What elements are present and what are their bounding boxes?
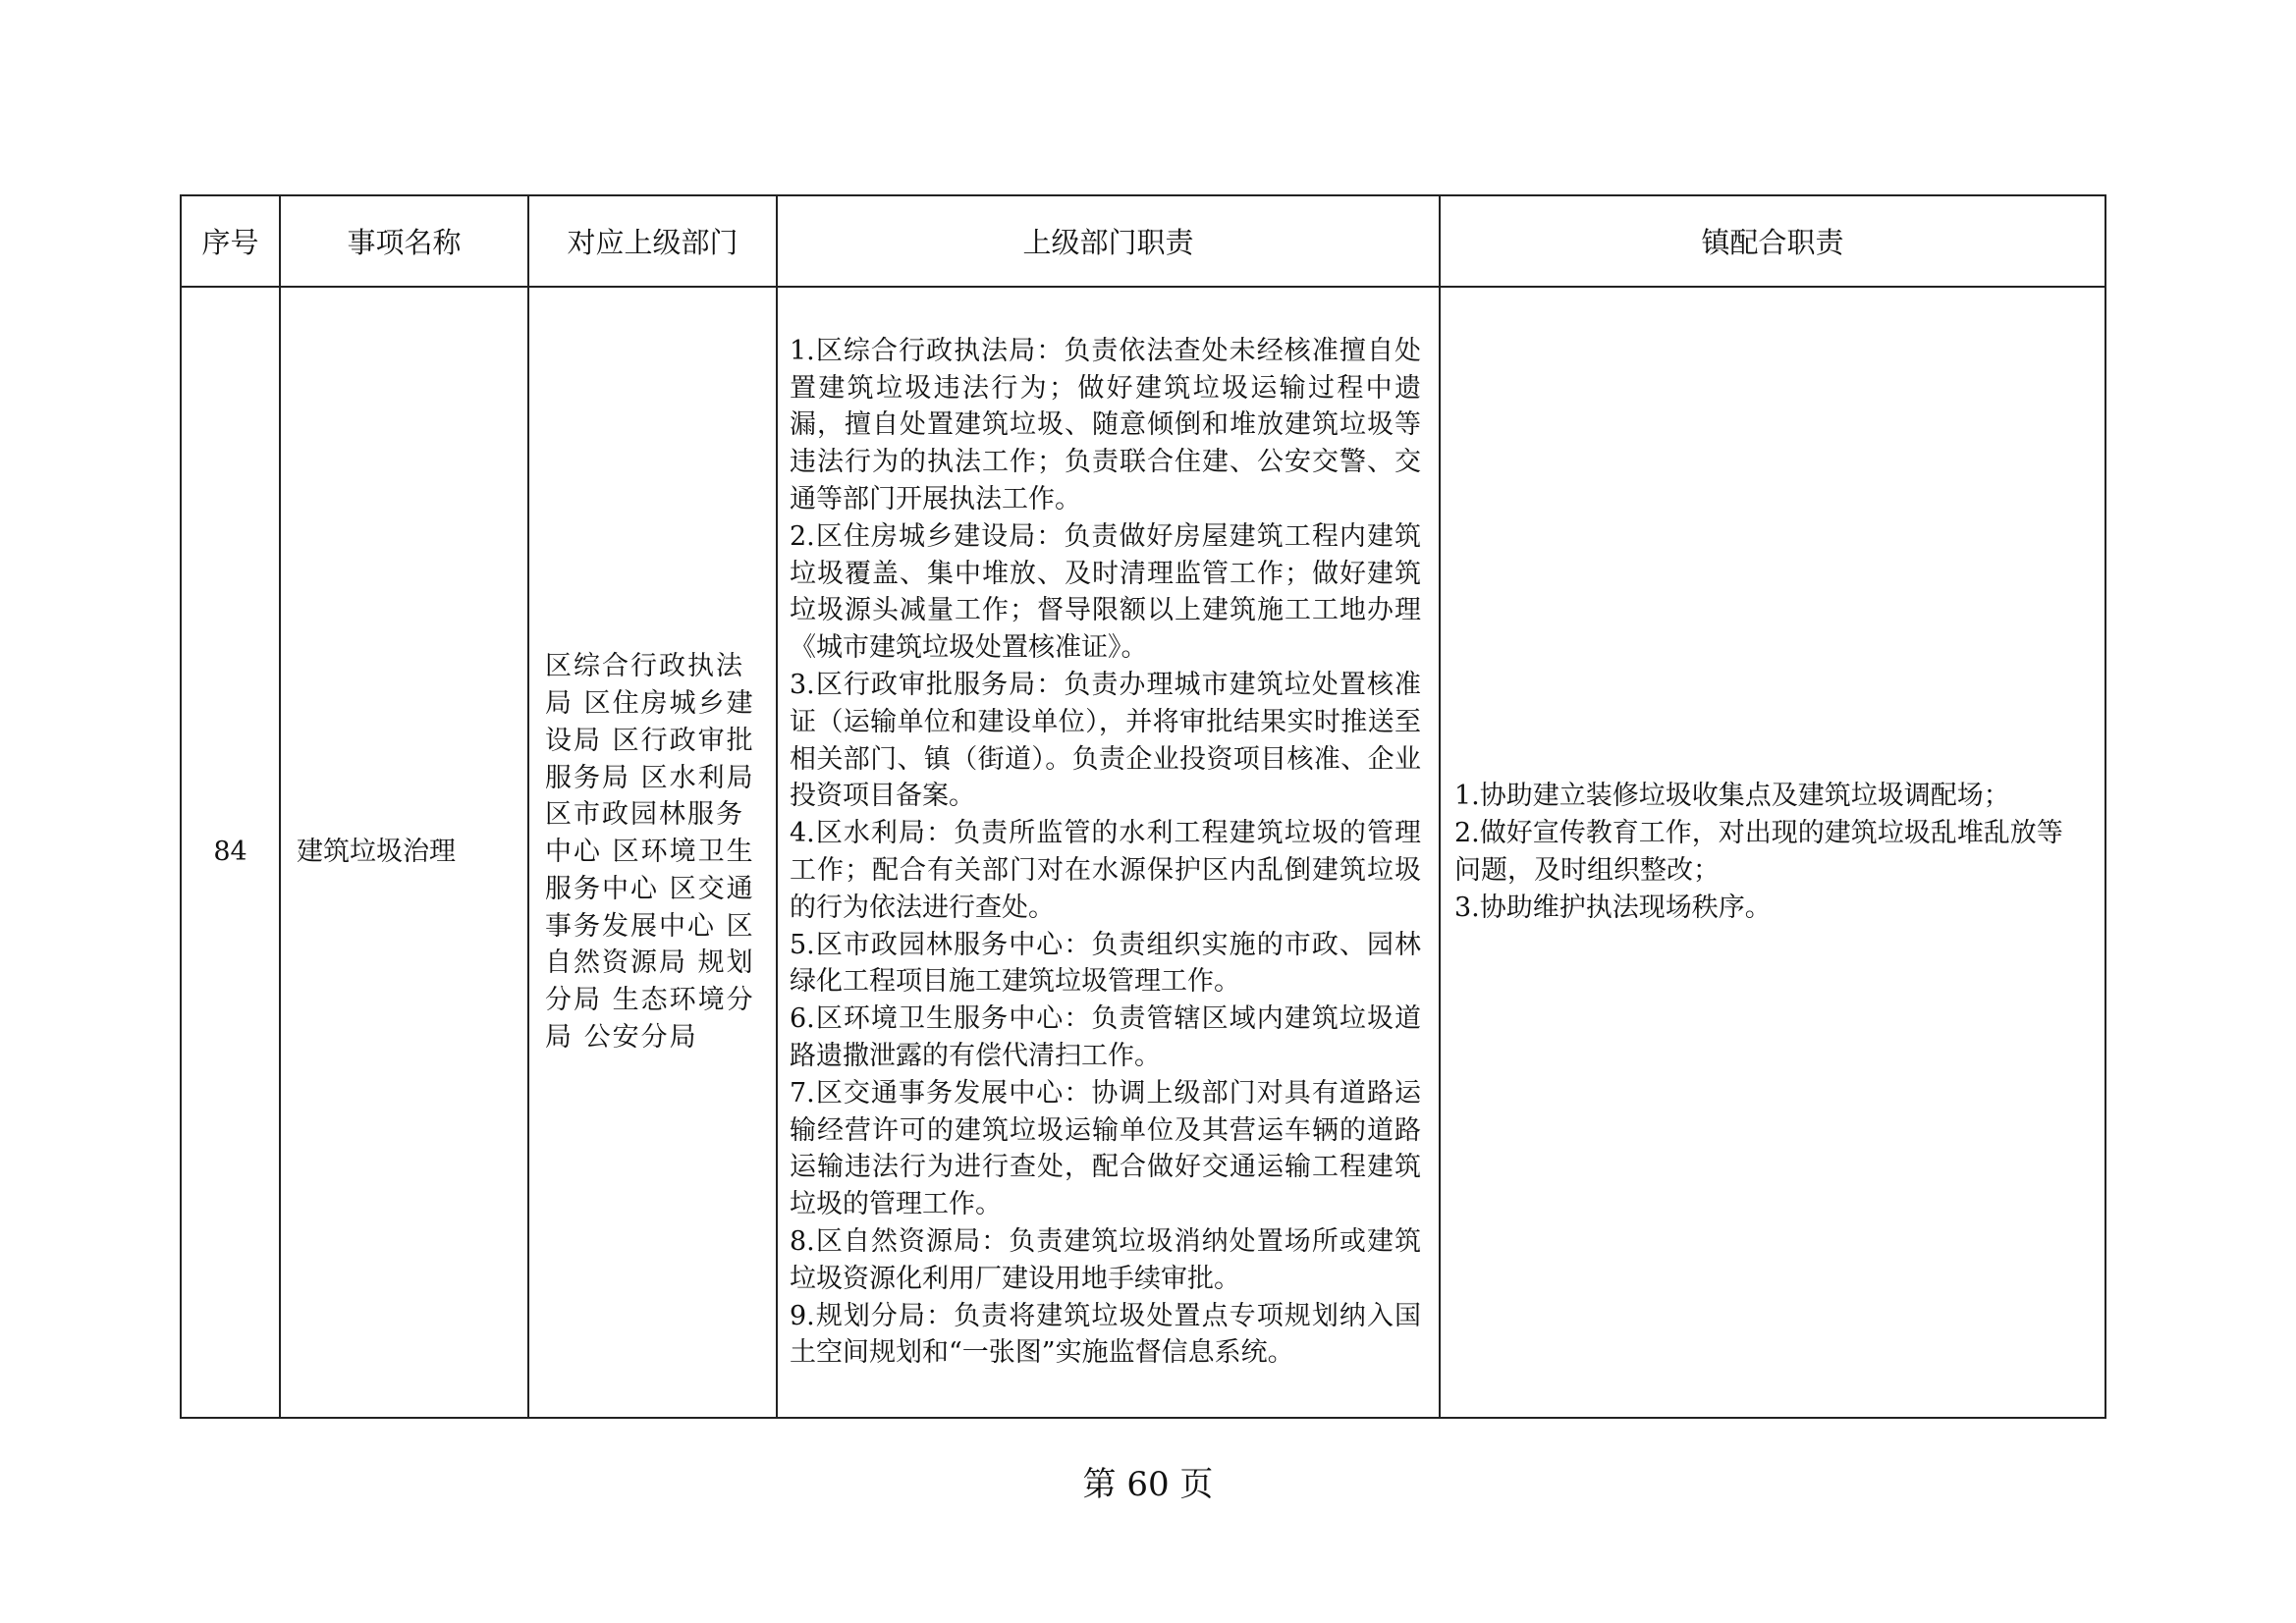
cell-superior-duties — [777, 287, 1440, 1418]
duty-item: 1.区综合行政执法局：负责依法查处未经核准擅自处置建筑垃圾违法行为；做好建筑垃圾运输过程中遗漏，擅自处置建筑垃圾、随意倾倒和堆放建筑垃圾等违法行为的执法工作；负责联合住建、公安交警、交通等部门开展执法工作。 — [790, 335, 1421, 515]
duty-item: 8.区自然资源局：负责建筑垃圾消纳处置场所或建筑垃圾资源化利用厂建设用地手续审批。 — [790, 1225, 1421, 1294]
cooperation-item: 1.协助建立装修垃圾收集点及建筑垃圾调配场； — [1454, 781, 2010, 812]
header-superior-department: 对应上级部门 — [528, 195, 777, 287]
department-line: 区综合行政执法 — [545, 651, 744, 682]
table-row — [181, 287, 2105, 1418]
duty-item: 7.区交通事务发展中心：协调上级部门对具有道路运输经营许可的建筑垃圾运输单位及其营运车辆的道路运输违法行为进行查处，配合做好交通运输工程建筑垃圾的管理工作。 — [790, 1077, 1421, 1220]
duty-list — [778, 333, 1439, 1372]
duty-item: 4.区水利局：负责所监管的水利工程建筑垃圾的管理工作；配合有关部门对在水源保护区内乱倒建筑垃圾的行为依法进行查处。 — [790, 818, 1421, 923]
department-line: 服务局 区水利局 — [545, 762, 755, 793]
responsibility-table — [180, 194, 2106, 1419]
department-line: 自然资源局 规划 — [545, 947, 755, 979]
cooperation-item: 3.协助维护执法现场秩序。 — [1454, 892, 1772, 923]
department-line: 中心 区环境卫生 — [545, 837, 755, 868]
duty-item: 3.区行政审批服务局：负责办理城市建筑垃处置核准证（运输单位和建设单位），并将审批结果实时推送至相关部门、镇（街道）。负责企业投资项目核准、企业投资项目备案。 — [790, 670, 1421, 812]
duty-item: 5.区市政园林服务中心：负责组织实施的市政、园林绿化工程项目施工建筑垃圾管理工作。 — [790, 929, 1421, 998]
department-line: 服务中心 区交通 — [545, 873, 755, 904]
department-line: 局 区住房城乡建 — [545, 687, 755, 719]
page-number: 第 60 页 — [1082, 1465, 1214, 1504]
department-line: 设局 区行政审批 — [545, 725, 755, 756]
department-line: 事务发展中心 区 — [545, 910, 755, 942]
duty-item: 6.区环境卫生服务中心：负责管辖区域内建筑垃圾道路遗撒泄露的有偿代清扫工作。 — [790, 1003, 1421, 1071]
header-town-cooperation-duties: 镇配合职责 — [1440, 195, 2105, 287]
table-header-row — [181, 195, 2105, 287]
header-item-name: 事项名称 — [280, 195, 528, 287]
cell-superior-department — [528, 287, 777, 1418]
header-superior-duties: 上级部门职责 — [777, 195, 1440, 287]
department-line: 局 公安分局 — [545, 1022, 698, 1054]
department-line: 分局 生态环境分 — [545, 985, 755, 1016]
department-list — [529, 648, 776, 1056]
department-line: 区市政园林服务 — [545, 799, 744, 831]
cell-item-name: 建筑垃圾治理 — [280, 287, 528, 1418]
cell-serial-number: 84 — [181, 287, 280, 1418]
duty-item: 2.区住房城乡建设局：负责做好房屋建筑工程内建筑垃圾覆盖、集中堆放、及时清理监管工作；做好建筑垃圾源头减量工作；督导限额以上建筑施工工地办理《城市建筑垃圾处置核准证》。 — [790, 520, 1421, 664]
cell-town-cooperation-duties — [1440, 287, 2105, 1418]
cooperation-list — [1441, 778, 2105, 926]
header-serial-number: 序号 — [181, 195, 280, 287]
cooperation-item: 2.做好宣传教育工作，对出现的建筑垃圾乱堆乱放等问题，及时组织整改； — [1454, 818, 2063, 886]
duty-item: 9.规划分局：负责将建筑垃圾处置点专项规划纳入国土空间规划和“一张图”实施监督信息系统。 — [790, 1300, 1421, 1369]
